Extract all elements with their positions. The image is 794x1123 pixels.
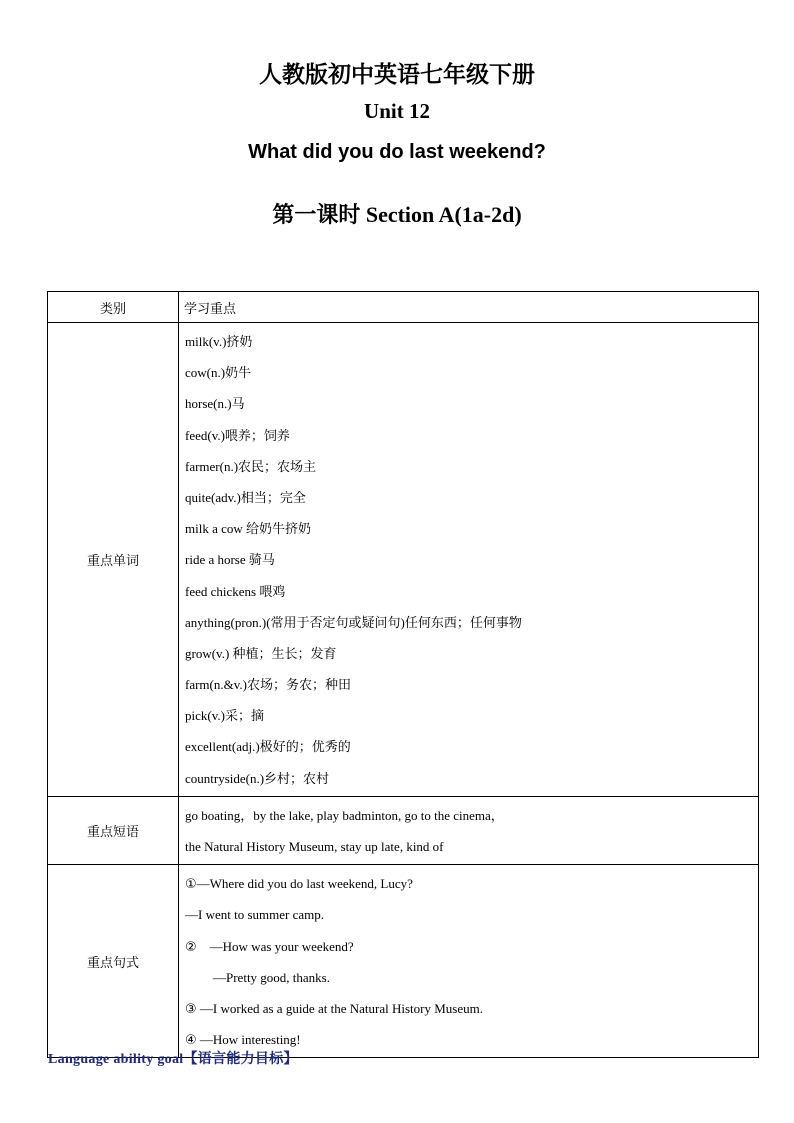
sentences-row bbox=[48, 865, 759, 1058]
list-item: feed chickens 喂鸡 bbox=[185, 583, 286, 599]
words-row bbox=[48, 323, 759, 797]
list-item: grow(v.) 种植；生长；发育 bbox=[185, 645, 337, 661]
table-header-row bbox=[48, 292, 759, 323]
list-item: the Natural History Museum, stay up late, kind of bbox=[185, 839, 444, 854]
list-item: ② —How was your weekend? bbox=[185, 938, 354, 954]
document-title-cn: 人教版初中英语七年级下册 bbox=[259, 61, 535, 88]
list-item: milk a cow 给奶牛挤奶 bbox=[185, 521, 312, 537]
list-item: milk(v.)挤奶 bbox=[185, 334, 253, 349]
list-item: feed(v.)喂养；饲养 bbox=[185, 427, 290, 443]
phrases-list bbox=[179, 796, 759, 864]
unit-title: Unit 12 bbox=[364, 99, 430, 123]
phrases-label: 重点短语 bbox=[48, 796, 179, 864]
list-item: farm(n.&v.)农场；务农；种田 bbox=[185, 677, 351, 693]
list-item: pick(v.)采；摘 bbox=[185, 708, 264, 724]
language-goal-heading: Language ability goal【语言能力目标】 bbox=[48, 1052, 298, 1067]
phrases-row bbox=[48, 796, 759, 864]
list-item: cow(n.)奶牛 bbox=[185, 365, 252, 381]
list-item: ride a horse 骑马 bbox=[185, 552, 275, 568]
list-item: —I went to summer camp. bbox=[185, 907, 324, 923]
words-list bbox=[179, 323, 759, 797]
list-item: —Pretty good, thanks. bbox=[213, 969, 330, 985]
sentences-list bbox=[179, 865, 759, 1058]
list-item: go boating，by the lake, play badminton, go to the cinema， bbox=[185, 807, 504, 823]
list-item: ④ —How interesting! bbox=[185, 1032, 301, 1048]
list-item: countryside(n.)乡村；农村 bbox=[185, 770, 330, 786]
study-focus-table bbox=[47, 291, 759, 1058]
header-focus: 学习重点 bbox=[179, 292, 759, 323]
unit-question: What did you do last weekend? bbox=[248, 141, 546, 163]
list-item: excellent(adj.)极好的；优秀的 bbox=[185, 739, 351, 755]
sentences-label: 重点句式 bbox=[48, 865, 179, 1058]
list-item: quite(adv.)相当；完全 bbox=[185, 489, 306, 505]
header-category: 类别 bbox=[48, 292, 179, 323]
list-item: ①—Where did you do last weekend, Lucy? bbox=[185, 876, 413, 892]
list-item: horse(n.)马 bbox=[185, 396, 245, 412]
list-item: ③ —I worked as a guide at the Natural History Museum. bbox=[185, 1000, 483, 1016]
list-item: anything(pron.)(常用于否定句或疑问句)任何东西；任何事物 bbox=[185, 614, 522, 630]
words-label: 重点单词 bbox=[48, 323, 179, 797]
section-title: 第一课时 Section A(1a-2d) bbox=[272, 202, 522, 227]
list-item: farmer(n.)农民；农场主 bbox=[185, 458, 317, 474]
